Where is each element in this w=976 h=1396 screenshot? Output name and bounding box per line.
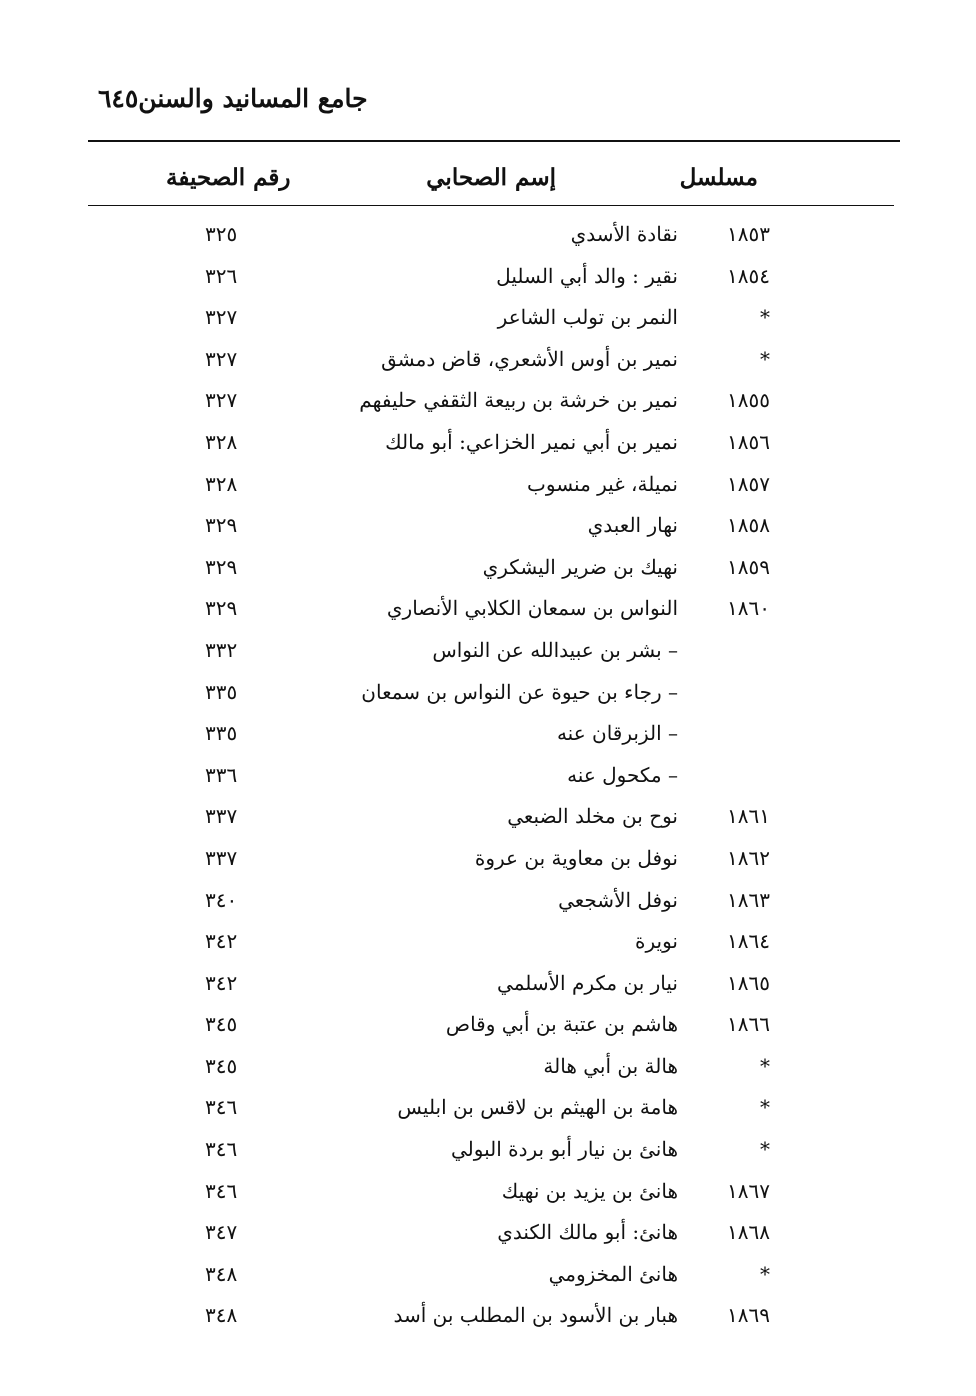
table-row (0, 967, 976, 1009)
serial-number: ١٨٦٠ (727, 596, 770, 621)
table-row (0, 1175, 976, 1217)
page-reference: ٣٤٥ (205, 1012, 238, 1037)
serial-number: ١٨٥٩ (727, 554, 770, 579)
column-header-serial: مسلسل (679, 164, 758, 191)
companion-name: – مكحول عنه (567, 762, 678, 787)
page-reference: ٣٢٦ (205, 263, 238, 288)
table-header-rule (88, 205, 894, 206)
table-row (0, 800, 976, 842)
serial-number: ١٨٥٦ (727, 429, 770, 454)
index-table-body (0, 218, 976, 1341)
table-row (0, 1008, 976, 1050)
serial-number: ١٨٦٢ (727, 845, 770, 870)
table-row (0, 468, 976, 510)
column-header-name: إسم الصحابي (426, 164, 556, 191)
serial-number: ١٨٥٤ (727, 263, 770, 288)
companion-name: نقير : والد أبي السليل (496, 263, 678, 288)
page-reference: ٣٢٩ (205, 596, 238, 621)
companion-name: هانئ: أبو مالك الكندي (497, 1220, 678, 1245)
book-title: جامع المسانيد والسنن (138, 84, 368, 113)
page-reference: ٣٤٦ (205, 1095, 238, 1120)
companion-name: هاشم بن عتبة بن أبي وقاص (445, 1012, 678, 1037)
serial-number: * (760, 305, 770, 330)
table-row (0, 384, 976, 426)
table-row (0, 509, 976, 551)
serial-number: * (760, 346, 770, 371)
serial-number: ١٨٦٩ (727, 1303, 770, 1328)
page-reference: ٣٤٠ (205, 887, 238, 912)
companion-name: هبار بن الأسود بن المطلب بن أسد (393, 1303, 678, 1328)
table-row (0, 551, 976, 593)
serial-number: ١٨٥٣ (727, 222, 770, 246)
companion-name: – رجاء بن حيوة عن النواس بن سمعان (361, 679, 678, 704)
companion-name: نوفل بن معاوية بن عروة (474, 845, 678, 870)
header-rule (88, 140, 900, 142)
companion-name: النمر بن تولب الشاعر (497, 305, 678, 330)
page-reference: ٣٢٨ (205, 429, 238, 454)
serial-number: ١٨٥٥ (727, 388, 770, 413)
serial-number: ١٨٦٨ (727, 1220, 770, 1245)
page-reference: ٣٤٦ (205, 1137, 238, 1162)
companion-name: هانئ المخزومي (548, 1261, 678, 1286)
page-reference: ٣٤٨ (205, 1261, 238, 1286)
serial-number: * (760, 1095, 770, 1120)
companion-name: نويرة (635, 929, 678, 954)
page-reference: ٣٤٧ (205, 1220, 238, 1245)
table-row (0, 260, 976, 302)
companion-name: نمير بن أبي نمير الخزاعي: أبو مالك (385, 429, 678, 454)
companion-name: هانئ بن يزيد بن نهيك (501, 1178, 678, 1203)
page-reference: ٣٤٥ (205, 1053, 238, 1078)
companion-name: نوفل الأشجعي (558, 887, 678, 912)
page-reference: ٣٣٦ (205, 762, 238, 787)
serial-number: * (760, 1261, 770, 1286)
page-reference: ٣٤٦ (205, 1178, 238, 1203)
companion-name: نمير بن أوس الأشعري، قاض دمشق (381, 346, 678, 371)
table-row (0, 842, 976, 884)
table-row (0, 343, 976, 385)
table-row (0, 1299, 976, 1341)
companion-name: هالة بن أبي هالة (543, 1053, 678, 1078)
table-row (0, 925, 976, 967)
table-row (0, 1050, 976, 1092)
page-reference: ٣٢٩ (205, 554, 238, 579)
companion-name: نقادة الأسدي (570, 222, 678, 246)
serial-number: ١٨٦٧ (727, 1178, 770, 1203)
table-row (0, 426, 976, 468)
page-reference: ٣٣٥ (205, 721, 238, 746)
page-reference: ٣٤٢ (205, 929, 238, 954)
running-header (84, 84, 892, 113)
serial-number: ١٨٦٣ (727, 887, 770, 912)
table-row (0, 634, 976, 676)
page-reference: ٣٢٩ (205, 513, 238, 538)
companion-name: نميلة، غير منسوب (527, 471, 678, 496)
page-reference: ٣٣٧ (205, 845, 238, 870)
page-reference: ٣٣٧ (205, 804, 238, 829)
page-reference: ٣٣٥ (205, 679, 238, 704)
page-reference: ٣٤٨ (205, 1303, 238, 1328)
table-row (0, 218, 976, 260)
table-row (0, 884, 976, 926)
companion-name: هامة بن الهيثم بن لاقس بن ابليس (397, 1095, 678, 1120)
serial-number: ١٨٦٥ (727, 970, 770, 995)
companion-name: نهيك بن ضرير اليشكري (482, 554, 678, 579)
table-row (0, 592, 976, 634)
companion-name: – بشر بن عبيدالله عن النواس (432, 637, 678, 662)
page-reference: ٣٢٧ (205, 346, 238, 371)
companion-name: نوح بن مخلد الضبعي (507, 804, 678, 829)
companion-name: هانئ بن نيار أبو بردة البولي (450, 1137, 678, 1162)
serial-number: ١٨٦١ (727, 804, 770, 829)
serial-number: * (760, 1053, 770, 1078)
column-header-page: رقم الصحيفة (166, 164, 291, 191)
page-reference: ٣٢٧ (205, 388, 238, 413)
serial-number: ١٨٦٤ (727, 929, 770, 954)
page-reference: ٣٢٥ (205, 222, 238, 246)
table-row (0, 1216, 976, 1258)
page-number: ٦٤٥ (98, 84, 139, 113)
companion-name: – الزبرقان عنه (556, 721, 678, 746)
table-row (0, 301, 976, 343)
companion-name: نهار العبدي (587, 513, 678, 538)
page-reference: ٣٣٢ (205, 637, 238, 662)
table-row (0, 676, 976, 718)
companion-name: النواس بن سمعان الكلابي الأنصاري (386, 596, 678, 621)
companion-name: نيار بن مكرم الأسلمي (497, 970, 678, 995)
table-row (0, 717, 976, 759)
page-reference: ٣٤٢ (205, 970, 238, 995)
table-row (0, 759, 976, 801)
table-row (0, 1091, 976, 1133)
table-header (0, 164, 976, 204)
table-row (0, 1258, 976, 1300)
serial-number: ١٨٥٨ (727, 513, 770, 538)
page-reference: ٣٢٨ (205, 471, 238, 496)
serial-number: ١٨٦٦ (727, 1012, 770, 1037)
serial-number: * (760, 1137, 770, 1162)
serial-number: ١٨٥٧ (727, 471, 770, 496)
table-row (0, 1133, 976, 1175)
companion-name: نمير بن خرشة بن ربيعة الثقفي حليفهم (359, 388, 678, 413)
page-reference: ٣٢٧ (205, 305, 238, 330)
